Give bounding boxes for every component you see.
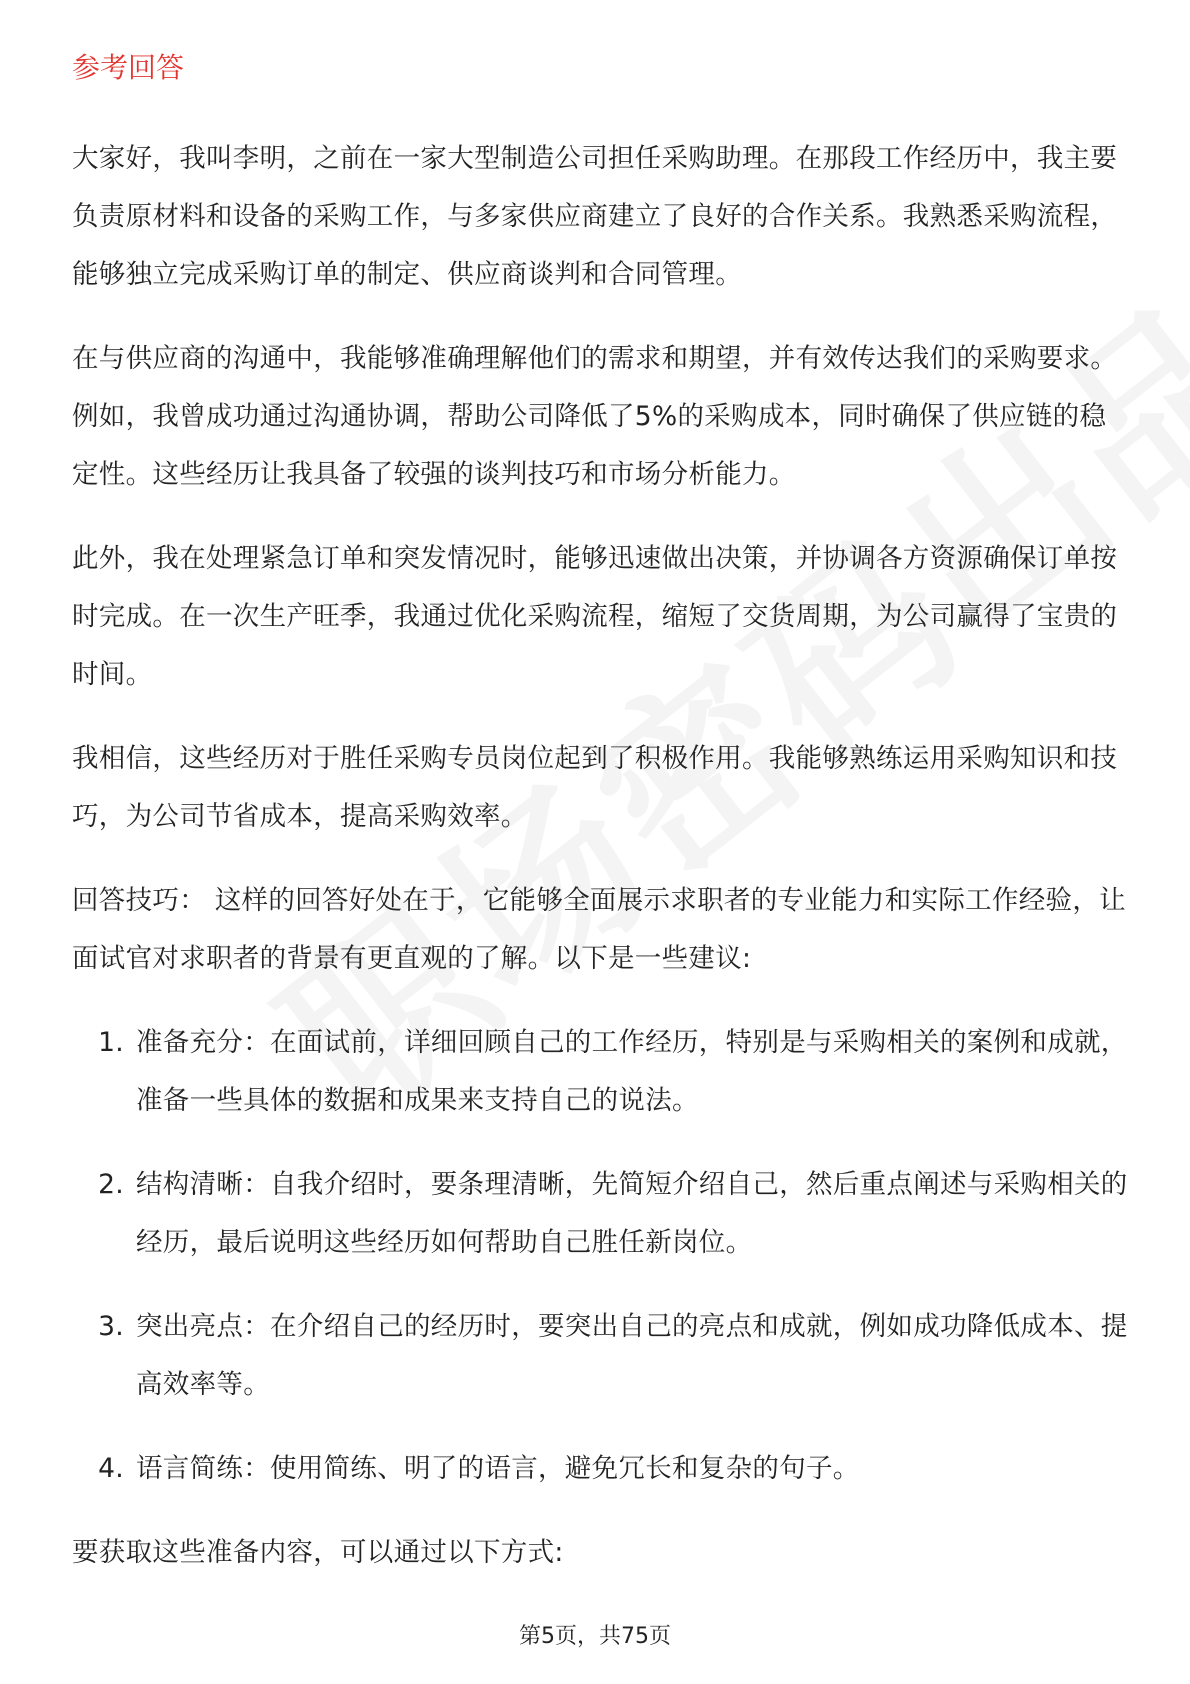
answer-paragraph-1: 大家好，我叫李明，之前在一家大型制造公司担任采购助理。在那段工作经历中，我主要负责原材料和设备的采购工作，与多家供应商建立了良好的合作关系。我熟悉采购流程，能够独立完成采购订单的制定、供应商谈判和合同管理。	[72, 143, 1118, 290]
list-item-text: 突出亮点：在介绍自己的经历时，要突出自己的亮点和成就，例如成功降低成本、提高效率等。	[136, 1311, 1128, 1400]
list-number: 3.	[98, 1311, 124, 1342]
list-number: 1.	[98, 1027, 124, 1058]
tips-intro-paragraph: 回答技巧： 这样的回答好处在于，它能够全面展示求职者的专业能力和实际工作经验，让面试官对求职者的背景有更直观的了解。以下是一些建议:	[72, 885, 1126, 974]
page-number-footer: 第5页，共75页	[519, 1624, 671, 1649]
list-item	[72, 1440, 1132, 1498]
page-content	[72, 48, 1132, 1608]
section-heading: 参考回答	[72, 51, 185, 84]
answer-paragraph-3: 此外，我在处理紧急订单和突发情况时，能够迅速做出决策，并协调各方资源确保订单按时完成。在一次生产旺季，我通过优化采购流程，缩短了交货周期，为公司赢得了宝贵的时间。	[72, 543, 1118, 690]
list-item-text: 准备充分：在面试前，详细回顾自己的工作经历，特别是与采购相关的案例和成就，准备一些具体的数据和成果来支持自己的说法。	[136, 1027, 1128, 1116]
answer-paragraph-2: 在与供应商的沟通中，我能够准确理解他们的需求和期望，并有效传达我们的采购要求。例如，我曾成功通过沟通协调，帮助公司降低了5%的采购成本，同时确保了供应链的稳定性。这些经历让我具备了较强的谈判技巧和市场分析能力。	[72, 343, 1118, 490]
list-number: 2.	[98, 1169, 124, 1200]
closing-paragraph: 要获取这些准备内容，可以通过以下方式:	[72, 1537, 564, 1568]
tips-list	[72, 1014, 1132, 1498]
list-item	[72, 1298, 1132, 1414]
list-item-text: 语言简练：使用简练、明了的语言，避免冗长和复杂的句子。	[136, 1453, 860, 1484]
list-number: 4.	[98, 1453, 124, 1484]
list-item	[72, 1014, 1132, 1130]
answer-paragraph-4: 我相信，这些经历对于胜任采购专员岗位起到了积极作用。我能够熟练运用采购知识和技巧，为公司节省成本，提高采购效率。	[72, 743, 1118, 832]
list-item	[72, 1156, 1132, 1272]
list-item-text: 结构清晰：自我介绍时，要条理清晰，先简短介绍自己，然后重点阐述与采购相关的经历，最后说明这些经历如何帮助自己胜任新岗位。	[136, 1169, 1128, 1258]
